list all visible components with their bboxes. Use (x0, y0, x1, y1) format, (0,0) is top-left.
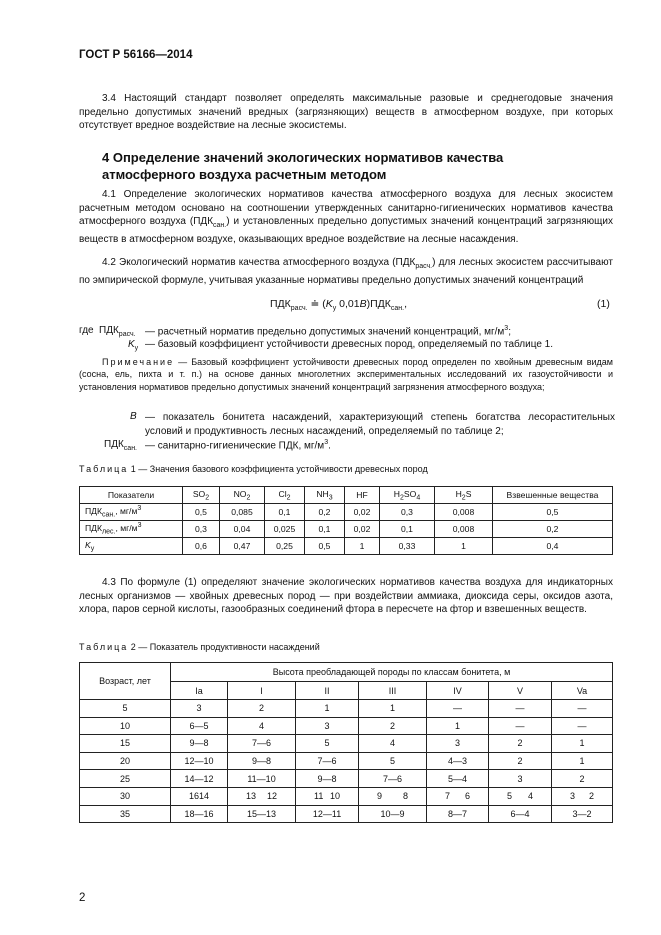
formula-lhs-sub: расч. (290, 305, 308, 313)
t1-r0-unit: , мг/м (115, 506, 138, 517)
table-cell: 0,47 (220, 538, 265, 555)
def-san-end: . (328, 440, 331, 452)
table-cell-part: 9 (377, 791, 383, 802)
table-cell: 3 (171, 700, 228, 718)
table-cell: 1 (427, 717, 489, 735)
t1-r2-label (80, 538, 183, 555)
table-cell (552, 787, 613, 805)
paragraph-3-4: 3.4 Настоящий стандарт позволяет определять максимальные разовые и среднегодовые значения предельно допустимых значений вредных (загрязняющих) веществ в атмосферном воздухе, при которых отсутствует вредное воздействие на лесные экосистемы. (79, 93, 613, 132)
table-cell (296, 787, 359, 805)
table-cell: 0,008 (435, 521, 493, 538)
formula (270, 298, 407, 312)
table-cell: 0,1 (305, 521, 345, 538)
table-cell (489, 787, 552, 805)
table-cell: 0,3 (183, 521, 220, 538)
table-cell: 7—6 (296, 752, 359, 770)
formula-number: (1) (597, 298, 610, 310)
def-pdk-label-text: ПДК (99, 325, 119, 336)
table-cell: 7—6 (228, 735, 296, 753)
formula-lhs: ПДК (270, 298, 291, 310)
table-cell: 0,5 (305, 538, 345, 555)
table-cell: 1 (345, 538, 380, 555)
formula-end: , (404, 298, 408, 310)
def-san-sup: 3 (324, 439, 329, 446)
table-cell-part: 4 (528, 791, 534, 802)
t1-h-h2so4-t2: SO (403, 488, 417, 499)
t1-r0-l: ПДК (85, 506, 103, 517)
t2-h-group: Высота преобладающей породы по классам бонитета, м (171, 663, 613, 682)
def-san-label (104, 439, 137, 452)
p41-text-b: ) и установленных предельно допустимых значений концентраций загрязняющих веществ в атмосферном воздухе, оказывающих вредное воздействие на лесные насаждения. (79, 216, 613, 245)
t2-h-class: III (359, 682, 427, 700)
t1-h-so2-s: 2 (205, 494, 210, 502)
table-row (80, 805, 613, 823)
t1-h-h2so4 (380, 487, 435, 504)
table-cell: — (552, 717, 613, 735)
t1-h-cl2-t: Cl (278, 488, 287, 499)
table-cell: 0,008 (435, 504, 493, 521)
p42-text-a: 4.2 Экологический норматив качества атмосферного воздуха (ПДК (102, 257, 416, 268)
t1-h-no2-s: 2 (246, 494, 251, 502)
table-cell: 4 (228, 717, 296, 735)
table-row (80, 538, 613, 555)
t2-age-cell: 10 (80, 717, 171, 735)
table-cell: 5 (296, 735, 359, 753)
table-cell: 2 (489, 752, 552, 770)
table-cell: 2 (552, 770, 613, 788)
t2-h-class: II (296, 682, 359, 700)
t1-r0-sub: сан. (102, 511, 116, 519)
formula-b: B (359, 298, 367, 310)
t2-h-age: Возраст, лет (80, 663, 171, 700)
table-cell: 7—6 (359, 770, 427, 788)
table-cell: 9—8 (296, 770, 359, 788)
def-san-label-text: ПДК (104, 439, 124, 450)
table-cell: 1 (552, 735, 613, 753)
table2-caption (79, 642, 320, 652)
t1-h-nh3-t: NH (316, 488, 329, 499)
formula-rhs-sub: сан. (390, 305, 405, 313)
table1-caption-label: Таблица (79, 464, 129, 474)
table-cell: 4—3 (427, 752, 489, 770)
table-cell-part: 6 (465, 791, 471, 802)
table-cell: 12—11 (296, 805, 359, 823)
table-cell: 10—9 (359, 805, 427, 823)
table-cell: 9—8 (228, 752, 296, 770)
t1-h-h2so4-s2: 4 (416, 494, 421, 502)
table-cell: — (427, 700, 489, 718)
document-header: ГОСТ Р 56166—2014 (79, 49, 193, 61)
table-cell: 1 (359, 700, 427, 718)
def-pdk-text-main: — расчетный норматив предельно допустимых значений концентраций, мг/м (145, 326, 505, 338)
table-cell: 0,6 (183, 538, 220, 555)
table1-caption-text: 1 — Значения базового коэффициента устойчивости древесных пород (128, 464, 428, 474)
table1-caption (79, 464, 428, 474)
table-cell: 2 (228, 700, 296, 718)
p42-text-b: ) для лесных экосистем рассчитывают по эмпирической формуле, учитывая указанные нормативы предельно допустимых значений концентраций (79, 257, 613, 286)
t1-h-nh3-s: 3 (328, 494, 333, 502)
def-k-label-text: K (128, 339, 135, 350)
table-cell: 2 (489, 735, 552, 753)
table-cell: 0,33 (380, 538, 435, 555)
def-pdk-label (99, 325, 136, 338)
table2 (79, 662, 613, 823)
t1-h-no2 (220, 487, 265, 504)
table-row (80, 787, 613, 805)
table-cell: 0,4 (493, 538, 613, 555)
table-row (80, 521, 613, 538)
page-number: 2 (79, 892, 86, 904)
table-cell-part: 2 (588, 791, 594, 802)
formula-k-sub: у (332, 305, 337, 313)
table-cell: 8—7 (427, 805, 489, 823)
table-cell-part: 5 (507, 791, 513, 802)
table-cell-part: 7 (445, 791, 451, 802)
table-cell: 0,02 (345, 504, 380, 521)
table-cell: 12—10 (171, 752, 228, 770)
table-cell-part: 16 (189, 791, 200, 802)
formula-k: K (325, 298, 333, 310)
table-row (80, 752, 613, 770)
table-cell: 2 (359, 717, 427, 735)
table-cell: 0,2 (493, 521, 613, 538)
table-cell: 6—5 (171, 717, 228, 735)
table-cell (228, 787, 296, 805)
table-cell: 4 (359, 735, 427, 753)
formula-eq: ≐ ( (307, 298, 326, 310)
paragraph-4-1 (79, 188, 613, 246)
def-b-label (130, 411, 137, 422)
t1-h-hf: HF (345, 487, 380, 504)
table-cell: — (489, 700, 552, 718)
t2-age-cell: 5 (80, 700, 171, 718)
table-cell: — (552, 700, 613, 718)
t1-h-h2s (435, 487, 493, 504)
formula-rhs: )ПДК (366, 298, 391, 310)
table1 (79, 486, 613, 555)
t2-age-cell: 15 (80, 735, 171, 753)
t1-h-label: Показатели (80, 487, 183, 504)
table-row (80, 717, 613, 735)
table-cell: 18—16 (171, 805, 228, 823)
table-cell: 0,25 (265, 538, 305, 555)
table2-caption-text: 2 — Показатель продуктивности насаждений (128, 642, 320, 652)
defs-where: где (79, 325, 94, 336)
table-row (80, 700, 613, 718)
t2-h-class: Va (552, 682, 613, 700)
t2-age-cell: 35 (80, 805, 171, 823)
t1-h-cl2-s: 2 (286, 494, 291, 502)
table-cell (427, 787, 489, 805)
table-cell (359, 787, 427, 805)
def-pdk-end: ; (508, 326, 511, 338)
formula-mid: 0,01 (336, 298, 360, 310)
t1-h-h2s-s: 2 (461, 494, 466, 502)
t1-r1-l: ПДК (85, 523, 103, 534)
table-cell: 14—12 (171, 770, 228, 788)
table-cell: 0,5 (183, 504, 220, 521)
table-cell: 9—8 (171, 735, 228, 753)
t1-r0-sup: 3 (137, 505, 142, 513)
def-k-label (128, 339, 138, 352)
table-cell: 0,02 (345, 521, 380, 538)
def-k-sub: у (134, 345, 139, 352)
t1-r2-l: K (85, 539, 91, 550)
table-row (80, 504, 613, 521)
t2-h-class: IV (427, 682, 489, 700)
t1-h-so2 (183, 487, 220, 504)
table-cell-part: 14 (199, 791, 210, 802)
paragraph-4-3: 4.3 По формуле (1) определяют значение экологических нормативов качества воздуха для индикаторных лесных организмов — хвойных древесных пород — при воздействии аммиака, диоксида серы, оксидов азота, хлора, паров серной кислоты, газообразных соединений фтора в пересчете на фтор и взвешенных веществ. (79, 577, 613, 616)
table-cell: 1 (552, 752, 613, 770)
t1-h-so2-t: SO (192, 488, 206, 499)
def-pdk-sup: 3 (504, 325, 509, 332)
table-cell: 3 (489, 770, 552, 788)
paragraph-4-2 (79, 256, 613, 287)
table-cell: 3 (296, 717, 359, 735)
p41-sub: сан. (213, 222, 227, 230)
t1-h-h2so4-s: 2 (399, 494, 404, 502)
table-cell: — (489, 717, 552, 735)
table-cell-part: 8 (403, 791, 409, 802)
t1-r1-sup: 3 (137, 522, 142, 530)
table-cell: 1 (435, 538, 493, 555)
t1-h-h2so4-t: H (393, 488, 400, 499)
t1-h-no2-t: NO (233, 488, 247, 499)
table-cell: 11—10 (228, 770, 296, 788)
t1-h-suspended: Взвешенные вещества (493, 487, 613, 504)
t2-age-cell: 20 (80, 752, 171, 770)
table-cell: 0,2 (305, 504, 345, 521)
t2-h-class: I (228, 682, 296, 700)
t2-h-class: V (489, 682, 552, 700)
t2-age-cell: 25 (80, 770, 171, 788)
t1-r1-unit: , мг/м (115, 523, 138, 534)
table-cell: 0,1 (265, 504, 305, 521)
table-cell (171, 787, 228, 805)
table-row (80, 770, 613, 788)
table2-body (80, 700, 613, 823)
table-cell: 3—2 (552, 805, 613, 823)
table2-header-row-1 (80, 663, 613, 682)
def-k-text: — базовый коэффициент устойчивости древесных пород, определяемый по таблице 1. (145, 339, 554, 350)
table-cell: 15—13 (228, 805, 296, 823)
t1-h-h2s-t: H (455, 488, 462, 499)
table-cell-part: 11 (314, 791, 324, 802)
note (79, 356, 613, 393)
table-cell-part: 12 (267, 791, 278, 802)
table-cell-part: 13 (246, 791, 257, 802)
t1-r2-sub: у (90, 545, 95, 553)
note-text: — Базовый коэффициент устойчивости древесных пород определен по хвойным древесным видам (сосна, ель, пихта и т. п.) на основе данных многолетних экспериментальных исследований их газоустойчивости и установления нормативов предельно допустимых значений концентраций загрязнения атмосферного воздуха; (79, 357, 613, 392)
t1-h-cl2 (265, 487, 305, 504)
section-title: 4 Определение значений экологических нормативов качества атмосферного воздуха расчетным методом (102, 150, 504, 182)
t1-h-h2s-t2: S (465, 488, 472, 499)
def-san-text (145, 439, 615, 451)
table-cell: 1 (296, 700, 359, 718)
table-cell: 0,5 (493, 504, 613, 521)
t1-r1-sub: лес. (102, 528, 116, 536)
def-b-text: — показатель бонитета насаждений, характеризующий степень богатства лесорастительных условий и продуктивность лесных насаждений, определяемый по таблице 2; (145, 412, 615, 437)
table-cell-part: 10 (330, 791, 341, 802)
def-san-text-main: — санитарно-гигиенические ПДК, мг/м (145, 440, 325, 452)
t1-r1-label (80, 521, 183, 538)
table-cell-part: 3 (570, 791, 576, 802)
note-label: Примечание (102, 357, 175, 367)
def-b-label-text: B (130, 411, 137, 422)
table-cell: 5 (359, 752, 427, 770)
table2-caption-label: Таблица (79, 642, 129, 652)
table-cell: 0,3 (380, 504, 435, 521)
table-row (80, 735, 613, 753)
table-cell: 6—4 (489, 805, 552, 823)
t2-age-cell: 30 (80, 787, 171, 805)
t2-h-class: Ia (171, 682, 228, 700)
t1-h-nh3 (305, 487, 345, 504)
p41-text-a: 4.1 Определение экологических нормативов качества атмосферного воздуха для лесных экосистем расчетным методом основано на соотношении утвержденных санитарно-гигиенических нормативов качества атмосферного воздуха (ПДК (79, 189, 613, 228)
table-cell: 0,025 (265, 521, 305, 538)
table-cell: 3 (427, 735, 489, 753)
table-cell: 0,04 (220, 521, 265, 538)
table1-header-row (80, 487, 613, 504)
p42-sub: расч. (415, 263, 433, 270)
table-cell: 0,085 (220, 504, 265, 521)
def-san-sub: сан. (123, 445, 138, 452)
t1-r0-label (80, 504, 183, 521)
def-pdk-sub: расч. (118, 331, 136, 338)
def-pdk-text (145, 325, 615, 337)
table-cell: 5—4 (427, 770, 489, 788)
table-cell: 0,1 (380, 521, 435, 538)
